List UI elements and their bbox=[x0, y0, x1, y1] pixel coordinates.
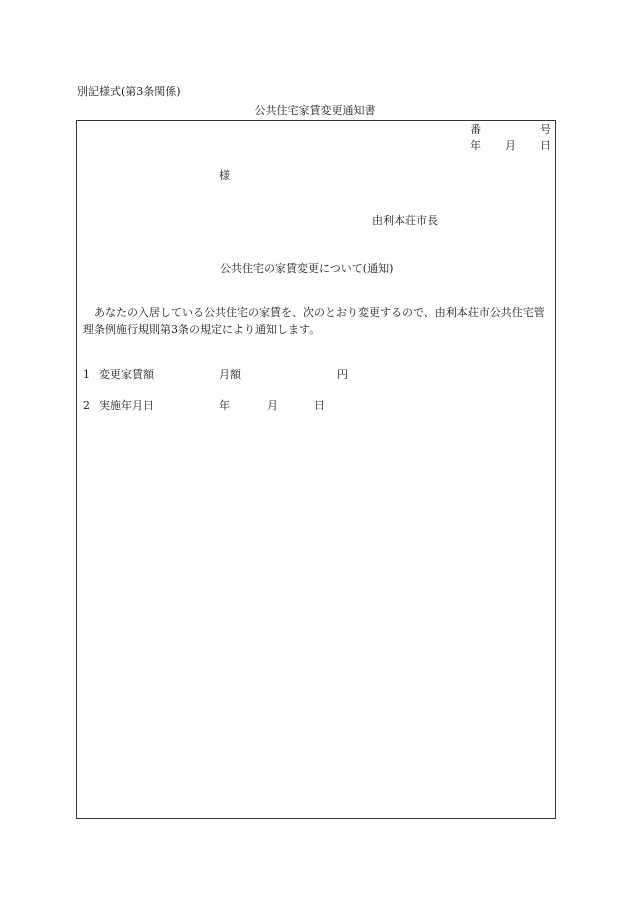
date-day-label: 日 bbox=[540, 139, 551, 152]
item-monthly-label: 月額 bbox=[219, 368, 241, 381]
item-unit-yen: 円 bbox=[337, 368, 348, 381]
number-label: 番 bbox=[470, 123, 481, 136]
form-label: 別記様式(第3条関係) bbox=[77, 85, 181, 98]
number-suffix: 号 bbox=[540, 123, 551, 136]
item-number: 1 bbox=[83, 368, 90, 381]
document-title: 公共住宅家賃変更通知書 bbox=[254, 104, 376, 117]
item-month-label: 月 bbox=[267, 399, 278, 412]
subject-line: 公共住宅の家賃変更について(通知) bbox=[220, 262, 394, 275]
document-frame bbox=[76, 120, 556, 819]
item-label-rent: 変更家賃額 bbox=[99, 368, 154, 381]
date-year-label: 年 bbox=[470, 139, 481, 152]
body-text: あなたの入居している公共住宅の家賃を、次のとおり変更するので、由利本荘市公共住宅管理条例施行規則第3条の規定により通知します。 bbox=[83, 306, 545, 336]
item-day-label: 日 bbox=[314, 399, 325, 412]
addressee-honorific: 様 bbox=[219, 169, 230, 182]
item-year-label: 年 bbox=[219, 399, 230, 412]
item-number: 2 bbox=[83, 399, 90, 412]
date-month-label: 月 bbox=[505, 139, 516, 152]
item-label-date: 実施年月日 bbox=[99, 399, 154, 412]
sender-name: 由利本荘市長 bbox=[372, 214, 438, 227]
